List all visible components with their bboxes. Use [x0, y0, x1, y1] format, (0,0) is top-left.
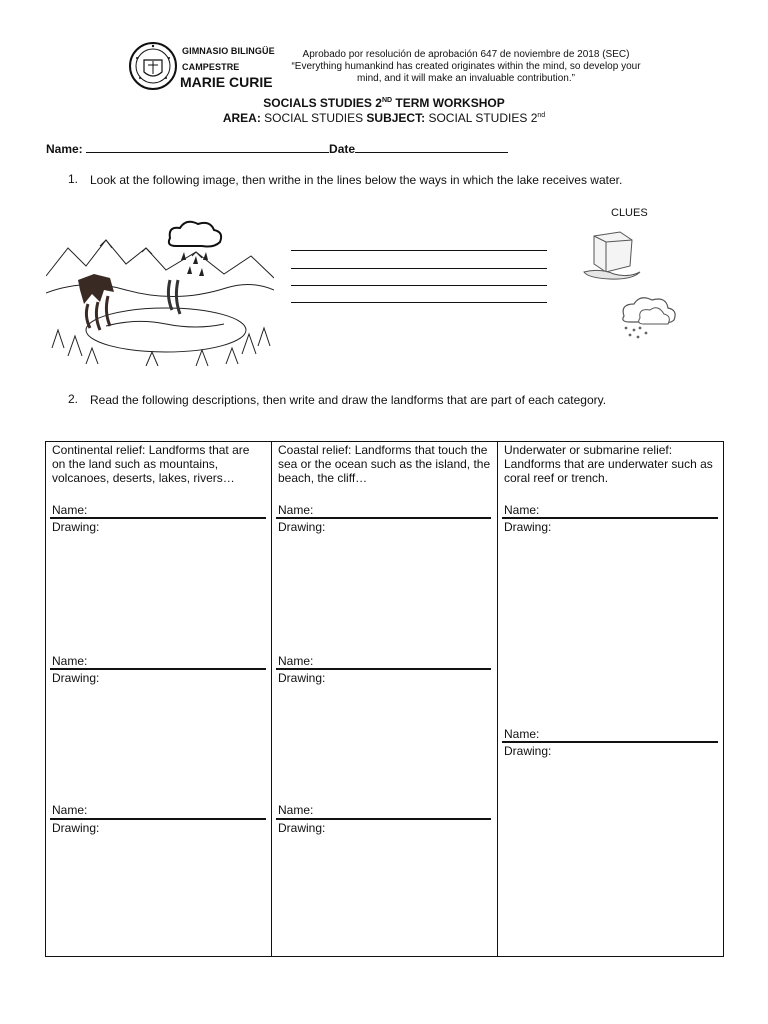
question-2-text: Read the following descriptions, then write and draw the landforms that are part of each category.	[90, 393, 607, 407]
coastal-name-field-3[interactable]	[276, 818, 491, 820]
title-tail: TERM WORKSHOP	[392, 96, 505, 110]
coastal-drawing-label-3: Drawing:	[278, 821, 326, 835]
underwater-name-label-2: Name:	[504, 727, 540, 741]
column-divider-1	[271, 441, 272, 957]
continental-drawing-label-3: Drawing:	[52, 821, 100, 835]
question-1-text: Look at the following image, then writhe in the lines below the ways in which the lake receives water.	[90, 173, 623, 187]
coastal-relief-header: Coastal relief: Landforms that touch the sea or the ocean such as the island, the beach, the cliff…	[278, 443, 491, 485]
melting-ice-cube-icon	[580, 228, 642, 280]
school-motto: “Everything humankind has created originates within the mind, so develop your mind, and it will make an invaluable contribution.”	[291, 61, 641, 84]
title-sup: ND	[381, 97, 393, 104]
date-label: Date	[329, 142, 356, 156]
school-name-line-1: GIMNASIO BILINGÜE	[182, 46, 275, 56]
subject-label: SUBJECT:	[366, 111, 426, 125]
lake-landscape-illustration	[46, 218, 274, 370]
underwater-drawing-label-2: Drawing:	[504, 744, 552, 758]
date-field[interactable]	[355, 142, 508, 153]
underwater-drawing-label-1: Drawing:	[504, 520, 552, 534]
coastal-drawing-label-2: Drawing:	[278, 671, 326, 685]
continental-name-field-2[interactable]	[50, 668, 266, 670]
area-label: AREA:	[222, 111, 261, 125]
coastal-name-label-1: Name:	[278, 503, 314, 517]
approval-resolution: Aprobado por resolución de aprobación 647 de noviembre de 2018 (SEC)	[302, 49, 630, 60]
underwater-name-field-1[interactable]	[502, 517, 718, 519]
subject-value: SOCIAL STUDIES 2	[425, 111, 538, 125]
continental-relief-header: Continental relief: Landforms that are on the land such as mountains, volcanoes, deserts, lakes, rivers…	[52, 443, 250, 485]
student-info-row	[46, 142, 508, 156]
continental-name-label-3: Name:	[52, 803, 88, 817]
area-subject-line	[0, 111, 768, 125]
continental-name-field-3[interactable]	[50, 818, 266, 820]
page-title	[0, 96, 768, 110]
answer-line-1[interactable]	[291, 250, 547, 251]
clues-label: CLUES	[611, 207, 648, 219]
coastal-name-label-3: Name:	[278, 803, 314, 817]
continental-name-field-1[interactable]	[50, 517, 266, 519]
school-name-line-3: MARIE CURIE	[180, 74, 273, 90]
answer-line-2[interactable]	[291, 268, 547, 269]
area-value: SOCIAL STUDIES	[260, 111, 367, 125]
answer-line-4[interactable]	[291, 302, 547, 303]
question-1-number: 1.	[68, 172, 79, 186]
subject-sup: nd	[537, 112, 546, 119]
name-field[interactable]	[86, 142, 329, 153]
coastal-name-label-2: Name:	[278, 654, 314, 668]
title-main: SOCIALS STUDIES 2	[263, 96, 382, 110]
question-2-number: 2.	[68, 392, 79, 406]
continental-name-label-2: Name:	[52, 654, 88, 668]
underwater-name-label-1: Name:	[504, 503, 540, 517]
answer-line-3[interactable]	[291, 285, 547, 286]
coastal-name-field-1[interactable]	[276, 517, 491, 519]
coastal-name-field-2[interactable]	[276, 668, 491, 670]
rain-cloud-icon	[610, 292, 682, 342]
continental-name-label-1: Name:	[52, 503, 88, 517]
continental-drawing-label-1: Drawing:	[52, 520, 100, 534]
continental-drawing-label-2: Drawing:	[52, 671, 100, 685]
column-divider-2	[497, 441, 498, 957]
underwater-relief-header: Underwater or submarine relief: Landforms that are underwater such as coral reef or trench.	[504, 443, 713, 485]
coastal-drawing-label-1: Drawing:	[278, 520, 326, 534]
school-name-line-2: CAMPESTRE	[182, 62, 240, 72]
underwater-name-field-2[interactable]	[502, 741, 718, 743]
school-logo-seal	[128, 38, 178, 94]
name-label: Name:	[46, 142, 83, 156]
